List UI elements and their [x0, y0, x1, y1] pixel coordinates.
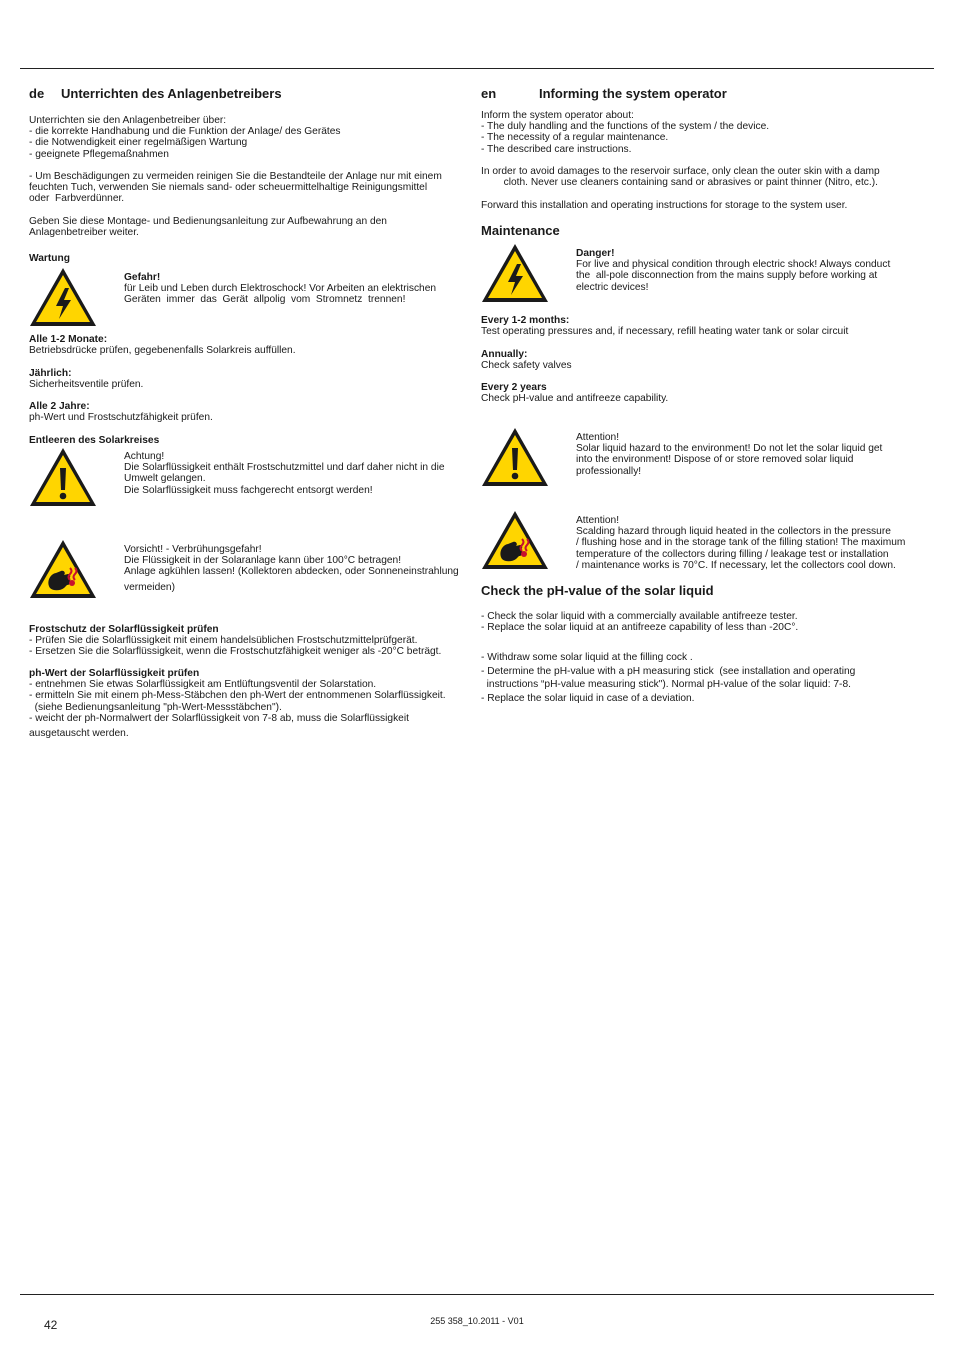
en-interval-annual — [481, 349, 572, 371]
en-annual-text: Check safety valves — [481, 360, 572, 372]
en-lang-code: en — [481, 86, 497, 101]
en-scald-block — [576, 515, 905, 571]
de-ph-end: ausgetauscht werden. — [29, 728, 129, 739]
de-interval-2-years — [29, 401, 213, 423]
en-attention-block — [576, 432, 882, 477]
de-interval-annual — [29, 368, 143, 390]
de-scald-block — [124, 544, 459, 578]
en-interval-2-years — [481, 382, 668, 404]
en-danger-line: the all-pole disconnection from the mains supply before working at — [576, 270, 878, 282]
bottom-rule — [20, 1294, 934, 1295]
de-y2-text: ph-Wert und Frostschutzfähigkeit prüfen. — [29, 412, 213, 424]
de-scald-line: Vorsicht! - Verbrühungsgefahr! — [124, 544, 262, 555]
en-attention-line: into the environment! Dispose of or store removed solar liquid — [576, 454, 854, 466]
en-attention-line: Solar liquid hazard to the environment! Do not let the solar liquid get — [576, 443, 883, 455]
de-ph-line: - ermitteln Sie mit einem ph-Mess-Stäbchen den ph-Wert der entnommenen Solarflüssigkeit. — [29, 690, 446, 702]
de-danger-line: Geräten immer das Gerät allpolig vom Stromnetz trennen! — [124, 294, 406, 306]
de-ph-line: - weicht der ph-Normalwert der Solarflüssigkeit von 7-8 ab, muss die Solarflüssigkeit — [29, 712, 409, 724]
en-check-line: - Replace the solar liquid at an antifreeze capability of less than -20C°. — [481, 622, 799, 634]
en-danger-line: electric devices! — [576, 281, 649, 293]
en-y2-text: Check pH-value and antifreeze capability. — [481, 393, 669, 405]
de-attention-line: Umwelt gelangen. — [124, 473, 206, 485]
de-annual-text: Sicherheitsventile prüfen. — [29, 379, 144, 391]
top-rule — [20, 68, 934, 69]
general-warning-icon — [28, 446, 98, 508]
de-wartung-heading: Wartung — [29, 253, 70, 264]
de-annual-title: Jährlich: — [29, 368, 72, 379]
en-interval-1-2-months — [481, 315, 848, 337]
de-attention-line: Achtung! — [124, 451, 165, 462]
en-scald-line: / flushing hose and in the storage tank of the filling station! The maximum — [576, 537, 906, 549]
en-danger-title: Danger! — [576, 248, 615, 259]
de-danger-line: für Leib und Leben durch Elektroschock! Vor Arbeiten an elektrischen — [124, 283, 437, 295]
en-scald-line: temperature of the collectors during filling / leakage test or installation — [576, 548, 889, 560]
en-check-line: - Check the solar liquid with a commercially available antifreeze tester. — [481, 611, 798, 622]
en-check-ph-steps — [481, 651, 855, 705]
en-maintenance-heading: Maintenance — [481, 223, 560, 238]
en-damage-line: In order to avoid damages to the reservoir surface, only clean the outer skin with a damp — [481, 166, 880, 177]
de-section-title: Unterrichten des Anlagenbetreibers — [61, 86, 282, 101]
en-intro-line: Inform the system operator about: — [481, 110, 634, 121]
en-m1-text: Test operating pressures and, if necessary, refill heating water tank or solar circuit — [481, 326, 849, 338]
de-forward-line: Anlagenbetreiber weiter. — [29, 227, 139, 239]
de-intro — [29, 115, 340, 160]
general-warning-icon — [480, 426, 550, 488]
document-code: 255 358_10.2011 - V01 — [430, 1316, 524, 1326]
en-attention-line: professionally! — [576, 465, 642, 477]
de-scald-line: Die Flüssigkeit in der Solaranlage kann über 100°C betragen! — [124, 555, 402, 567]
de-frost-title: Frostschutz der Solarflüssigkeit prüfen — [29, 624, 219, 635]
en-check-step: instructions “pH-value measuring stick"). Normal pH-value of the solar liquid: 7-8. — [481, 679, 851, 690]
de-ph-line: (siehe Bedienungsanleitung "ph-Wert-Messstäbchen"). — [29, 701, 282, 713]
en-intro — [481, 110, 769, 155]
de-damage-line: - Um Beschädigungen zu vermeiden reinigen Sie die Bestandteile der Anlage nur mit einem — [29, 171, 442, 182]
en-forward-note: Forward this installation and operating instructions for storage to the system user. — [481, 200, 848, 211]
hot-surface-warning-icon — [480, 509, 550, 571]
en-intro-line: - The necessity of a regular maintenance. — [481, 132, 669, 144]
de-danger-title: Gefahr! — [124, 272, 161, 283]
de-drain-heading: Entleeren des Solarkreises — [29, 435, 160, 446]
de-ph-title: ph-Wert der Solarflüssigkeit prüfen — [29, 668, 200, 679]
en-danger-block — [576, 248, 890, 293]
page-number: 42 — [44, 1318, 58, 1332]
de-y2-title: Alle 2 Jahre: — [29, 401, 90, 412]
de-intro-line: - die Notwendigkeit einer regelmäßigen Wartung — [29, 137, 248, 149]
de-frost-line: - Ersetzen Sie die Solarflüssigkeit, wenn die Frostschutzfähigkeit weniger als -20°C beträgt. — [29, 646, 442, 658]
en-damage-line: cloth. Never use cleaners containing sand or abrasives or paint thinner (Nitro, etc.). — [481, 177, 878, 189]
en-check-step: - Replace the solar liquid in case of a deviation. — [481, 692, 695, 704]
de-attention-block — [124, 451, 445, 496]
en-check-antifreeze — [481, 611, 798, 633]
hot-surface-warning-icon — [28, 538, 98, 600]
en-m1-title: Every 1-2 months: — [481, 315, 570, 326]
en-y2-title: Every 2 years — [481, 382, 547, 393]
electric-shock-warning-icon — [28, 266, 98, 328]
de-scald-line: Anlage agkühlen lassen! (Kollektoren abdecken, oder Sonneneinstrahlung — [124, 566, 459, 578]
de-danger-block — [124, 272, 436, 306]
de-damage-note — [29, 171, 442, 205]
de-damage-line: feuchten Tuch, verwenden Sie niemals sand- oder scheuermittelhaltige Reinigungsmittel — [29, 182, 428, 194]
en-scald-line: Scalding hazard through liquid heated in the collectors in the pressure — [576, 526, 891, 538]
de-frost-section — [29, 624, 441, 658]
en-section-title: Informing the system operator — [539, 86, 727, 101]
en-check-ph-heading: Check the pH-value of the solar liquid — [481, 583, 714, 598]
de-scald-end: vermeiden) — [124, 582, 175, 593]
de-forward-note — [29, 216, 387, 238]
de-attention-line: Die Solarflüssigkeit enthält Frostschutzmittel und darf daher nicht in die — [124, 462, 445, 474]
de-interval-1-2-months — [29, 334, 296, 356]
de-ph-section — [29, 668, 446, 724]
electric-shock-warning-icon — [480, 242, 550, 304]
de-m1-title: Alle 1-2 Monate: — [29, 334, 108, 345]
en-annual-title: Annually: — [481, 349, 528, 360]
en-check-step: - Determine the pH-value with a pH measuring stick (see installation and operating — [481, 665, 856, 677]
en-intro-line: - The duly handling and the functions of the system / the device. — [481, 121, 770, 133]
en-danger-line: For live and physical condition through electric shock! Always conduct — [576, 259, 891, 271]
de-intro-line: - geeignete Pflegemaßnahmen — [29, 148, 169, 160]
de-intro-line: - die korrekte Handhabung und die Funktion der Anlage/ des Gerätes — [29, 126, 341, 138]
de-ph-line: - entnehmen Sie etwas Solarflüssigkeit am Entlüftungsventil der Solarstation. — [29, 679, 377, 691]
de-damage-line: oder Farbverdünner. — [29, 193, 125, 205]
en-scald-line: Attention! — [576, 515, 620, 526]
en-check-step: - Withdraw some solar liquid at the filling cock . — [481, 652, 693, 663]
de-m1-text: Betriebsdrücke prüfen, gegebenenfalls Solarkreis auffüllen. — [29, 345, 296, 357]
de-forward-line: Geben Sie diese Montage- und Bedienungsanleitung zur Aufbewahrung an den — [29, 216, 387, 227]
de-attention-line: Die Solarflüssigkeit muss fachgerecht entsorgt werden! — [124, 484, 373, 496]
en-intro-line: - The described care instructions. — [481, 143, 632, 155]
en-damage-note — [481, 166, 880, 188]
en-scald-line: / maintenance works is 70°C. If necessary, let the collectors cool down. — [576, 559, 896, 571]
de-frost-line: - Prüfen Sie die Solarflüssigkeit mit einem handelsüblichen Frostschutzmittelprüfgerät. — [29, 635, 418, 647]
de-lang-code: de — [29, 86, 45, 101]
de-intro-line: Unterrichten sie den Anlagenbetreiber über: — [29, 115, 227, 126]
en-attention-line: Attention! — [576, 432, 620, 443]
